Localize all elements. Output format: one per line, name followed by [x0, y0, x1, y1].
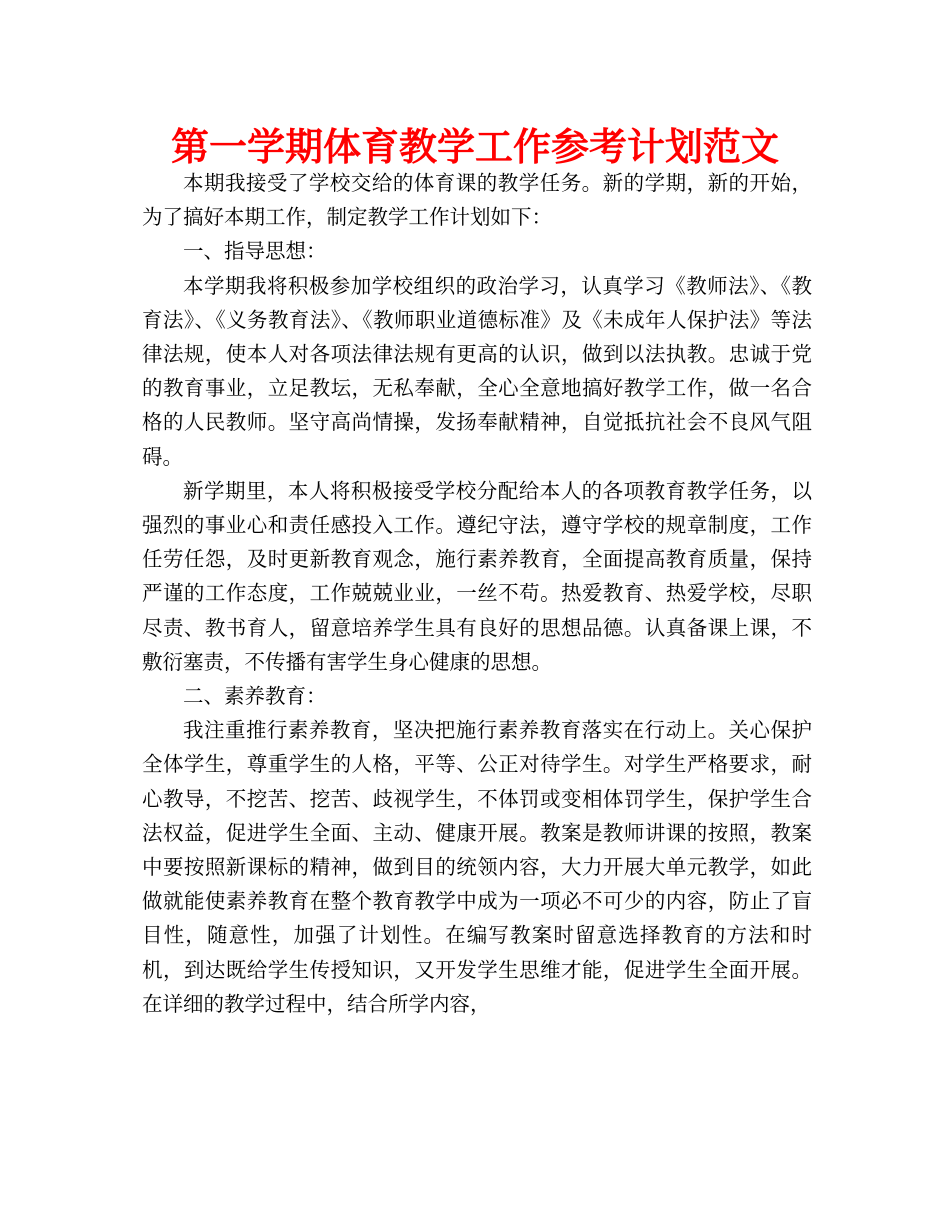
section-heading-quality-education: 二、素养教育： — [183, 684, 327, 709]
section-heading-guiding-thought: 一、指导思想： — [183, 239, 327, 264]
paragraph-guiding-thought: 本学期我将积极参加学校组织的政治学习，认真学习《教师法》、《教育法》、《义务教育法》、《教师职业道德标准》及《未成年人保护法》等法律法规，使本人对各项法律法规有更高的认识，做到以法执教。忠诚于党的教育事业，立足教坛，无私奉献，全心全意地搞好教学工作，做一名合格的人民教师。坚守高尚情操，发扬奉献精神，自觉抵抗社会不良风气阻碍。 — [142, 273, 812, 469]
paragraph-new-semester: 新学期里，本人将积极接受学校分配给本人的各项教育教学任务，以强烈的事业心和责任感投入工作。遵纪守法，遵守学校的规章制度，工作任劳任怨，及时更新教育观念，施行素养教育，全面提高教育质量，保持严谨的工作态度，工作兢兢业业，一丝不苟。热爱教育、热爱学校，尽职尽责、教书育人，留意培养学生具有良好的思想品德。认真备课上课，不敷衍塞责，不传播有害学生身心健康的思想。 — [142, 478, 812, 674]
document-title: 第一学期体育教学工作参考计划范文 — [170, 125, 779, 169]
document-body — [142, 166, 812, 1021]
paragraph-intro: 本期我接受了学校交给的体育课的教学任务。新的学期，新的开始，为了搞好本期工作，制定教学工作计划如下： — [142, 171, 812, 230]
paragraph-quality-education: 我注重推行素养教育，坚决把施行素养教育落实在行动上。关心保护全体学生，尊重学生的人格，平等、公正对待学生。对学生严格要求，耐心教导，不挖苦、挖苦、歧视学生，不体罚或变相体罚学生，保护学生合法权益，促进学生全面、主动、健康开展。教案是教师讲课的按照，教案中要按照新课标的精神，做到目的统领内容，大力开展大单元教学，如此做就能使素养教育在整个教育教学中成为一项必不可少的内容，防止了盲目性，随意性，加强了计划性。在编写教案时留意选择教育的方法和时机，到达既给学生传授知识，又开发学生思维才能，促进学生全面开展。在详细的教学过程中，结合所学内容， — [142, 718, 812, 1016]
